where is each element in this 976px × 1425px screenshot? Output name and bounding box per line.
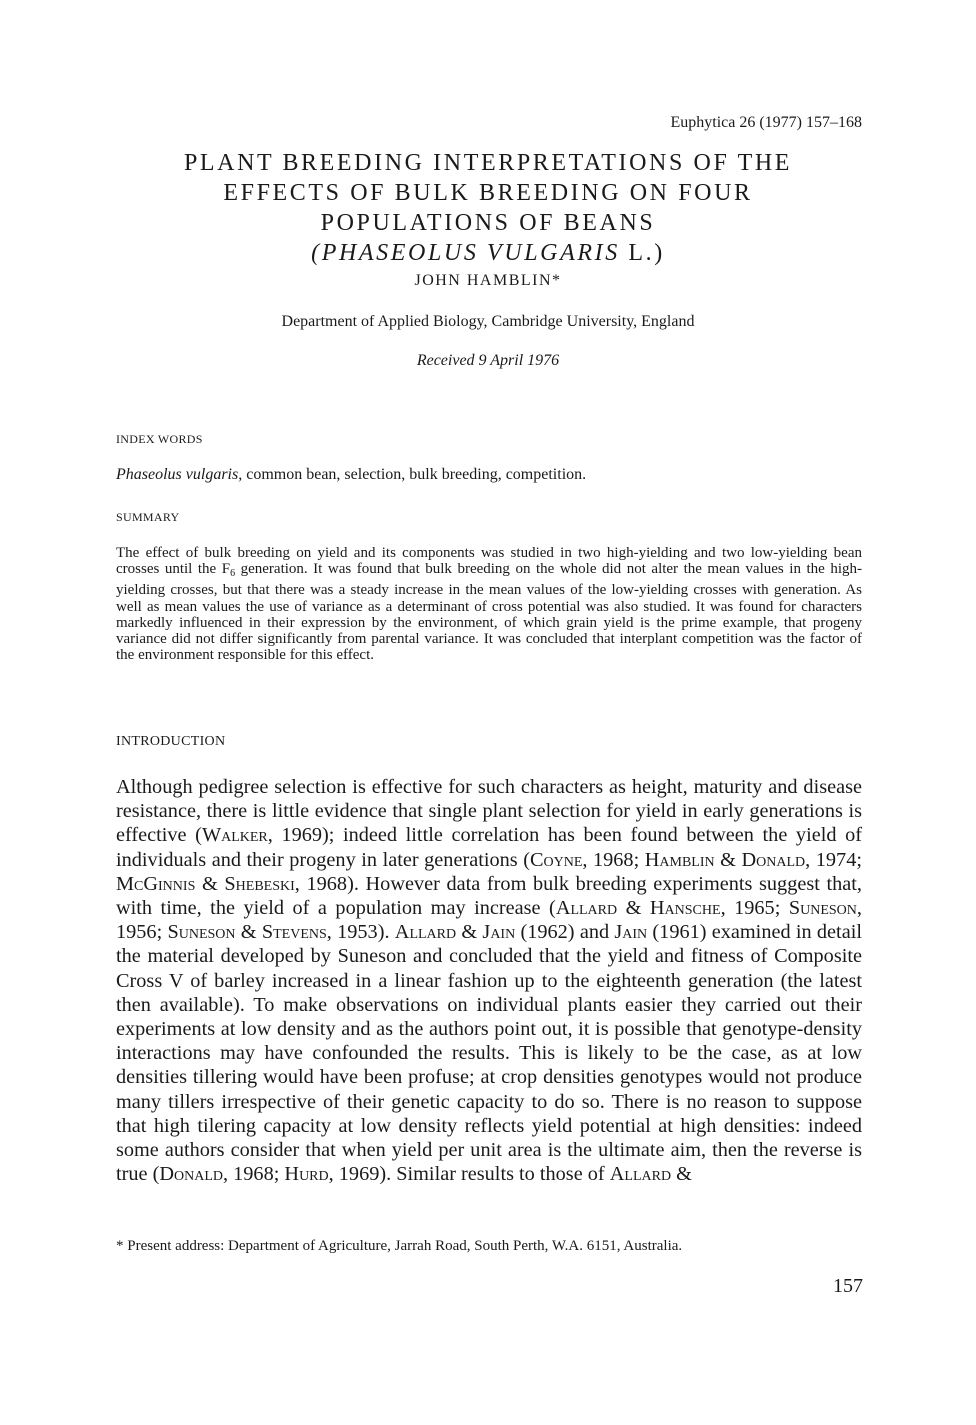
intro-text-segment: , 1953). — [326, 921, 395, 944]
intro-text-segment: Although pedigree selection is effective for such characters as height, maturity and disease resistance, there is little evidence that single plant selection for yield in early generations is effective ( — [116, 776, 862, 847]
citation: Suneson & Stevens — [167, 921, 327, 944]
page-number: 157 — [833, 1275, 863, 1297]
title-line-2: EFFECTS OF BULK BREEDING ON FOUR — [223, 180, 753, 206]
title-line-1: PLANT BREEDING INTERPRETATIONS OF THE — [183, 150, 793, 176]
intro-text-segment: , 1968). However data from bulk breeding experiments suggest that, with time, the yield of a population may increase ( — [116, 872, 862, 920]
citation: Jain — [614, 921, 648, 944]
intro-text-segment: , 1974; — [805, 848, 862, 871]
citation: Walker — [201, 824, 268, 847]
title-line-3: POPULATIONS OF BEANS — [320, 210, 656, 236]
intro-text-segment: , 1969). Similar results to those of — [328, 1163, 610, 1186]
intro-text-segment: , 1965; — [720, 897, 789, 920]
citation: Suneson — [788, 897, 857, 920]
introduction-heading: INTRODUCTION — [116, 734, 226, 749]
intro-text-segment: , 1968; — [582, 848, 645, 871]
citation: Donald — [159, 1163, 223, 1186]
footnote: * Present address: Department of Agriculture, Jarrah Road, South Perth, W.A. 6151, Australia. — [116, 1238, 683, 1254]
summary-text-segment: generation. It was found that bulk breeding on the whole did not alter the mean values in the high-yielding crosses, but that there was a steady increase in the mean values of the low-yielding crosses with generation. As well as mean values the use of variance as a determinant of cross potential was also studied. It was found for characters markedly influenced in their expression by the environment, of which grain yield is the prime example, that progeny variance did not differ significantly from parental variance. It was concluded that interplant competition was the factor of the environment responsible for this effect. — [116, 561, 862, 664]
journal-citation: Euphytica 26 (1977) 157–168 — [670, 114, 862, 131]
title-authority: L.) — [619, 240, 665, 266]
introduction-paragraph — [116, 775, 862, 1186]
intro-text-segment: (1962) and — [515, 921, 615, 944]
summary-paragraph — [116, 545, 862, 663]
index-words-heading: INDEX WORDS — [116, 432, 203, 446]
paper-title — [0, 148, 976, 268]
keywords-rest: common bean, selection, bulk breeding, competition. — [242, 466, 587, 483]
summary-text-segment: The effect of bulk breeding on yield and its components was studied in two high-yielding and two low-yielding bean crosses until the F — [116, 545, 862, 578]
citation: Hamblin & Donald — [644, 848, 806, 871]
affiliation: Department of Applied Biology, Cambridge University, England — [281, 313, 695, 330]
keywords-species: Phaseolus vulgaris, — [116, 466, 243, 483]
citation: Allard & Hansche — [555, 897, 721, 920]
received-date: Received 9 April 1976 — [416, 352, 560, 369]
intro-text-segment: (1961) examined in detail the material developed by Suneson and concluded that the yield and fitness of Composite Cross V of barley increased in a linear fashion up to the eighteenth generation (the latest then available). To make observations on individual plants easier they carried out their experiments at low density and as the authors point out, it is possible that genotype-density interactions may have confounded the results. This is likely to be the case, as at low densities tillering would have been profuse; at crop densities genotypes would not produce many tillers irrespective of their genetic capacity to do so. There is no reason to suppose that high tilering capacity at low density reflects yield potential at high densities: indeed some authors consider that when yield per unit area is the ultimate aim, then the reverse is true ( — [116, 921, 862, 1186]
intro-text-segment: , 1956; — [116, 897, 862, 944]
title-line-4 — [0, 238, 976, 268]
citation: McGinnis & Shebeski — [116, 872, 295, 895]
intro-text-segment: , 1968; — [223, 1163, 285, 1186]
citation: Allard & Jain — [394, 921, 516, 944]
citation: Hurd — [284, 1163, 329, 1186]
generation-subscript: 6 — [230, 568, 236, 580]
author-name: JOHN HAMBLIN* — [414, 272, 562, 289]
intro-text-segment: , 1969); indeed little correlation has been found between the yield of individuals and their progeny in later generations ( — [116, 824, 862, 871]
citation: Coyne — [529, 848, 583, 871]
keywords — [116, 466, 586, 484]
title-species: (PHASEOLUS VULGARIS — [311, 240, 620, 266]
citation: Allard & — [609, 1163, 692, 1186]
summary-heading: SUMMARY — [116, 510, 180, 524]
